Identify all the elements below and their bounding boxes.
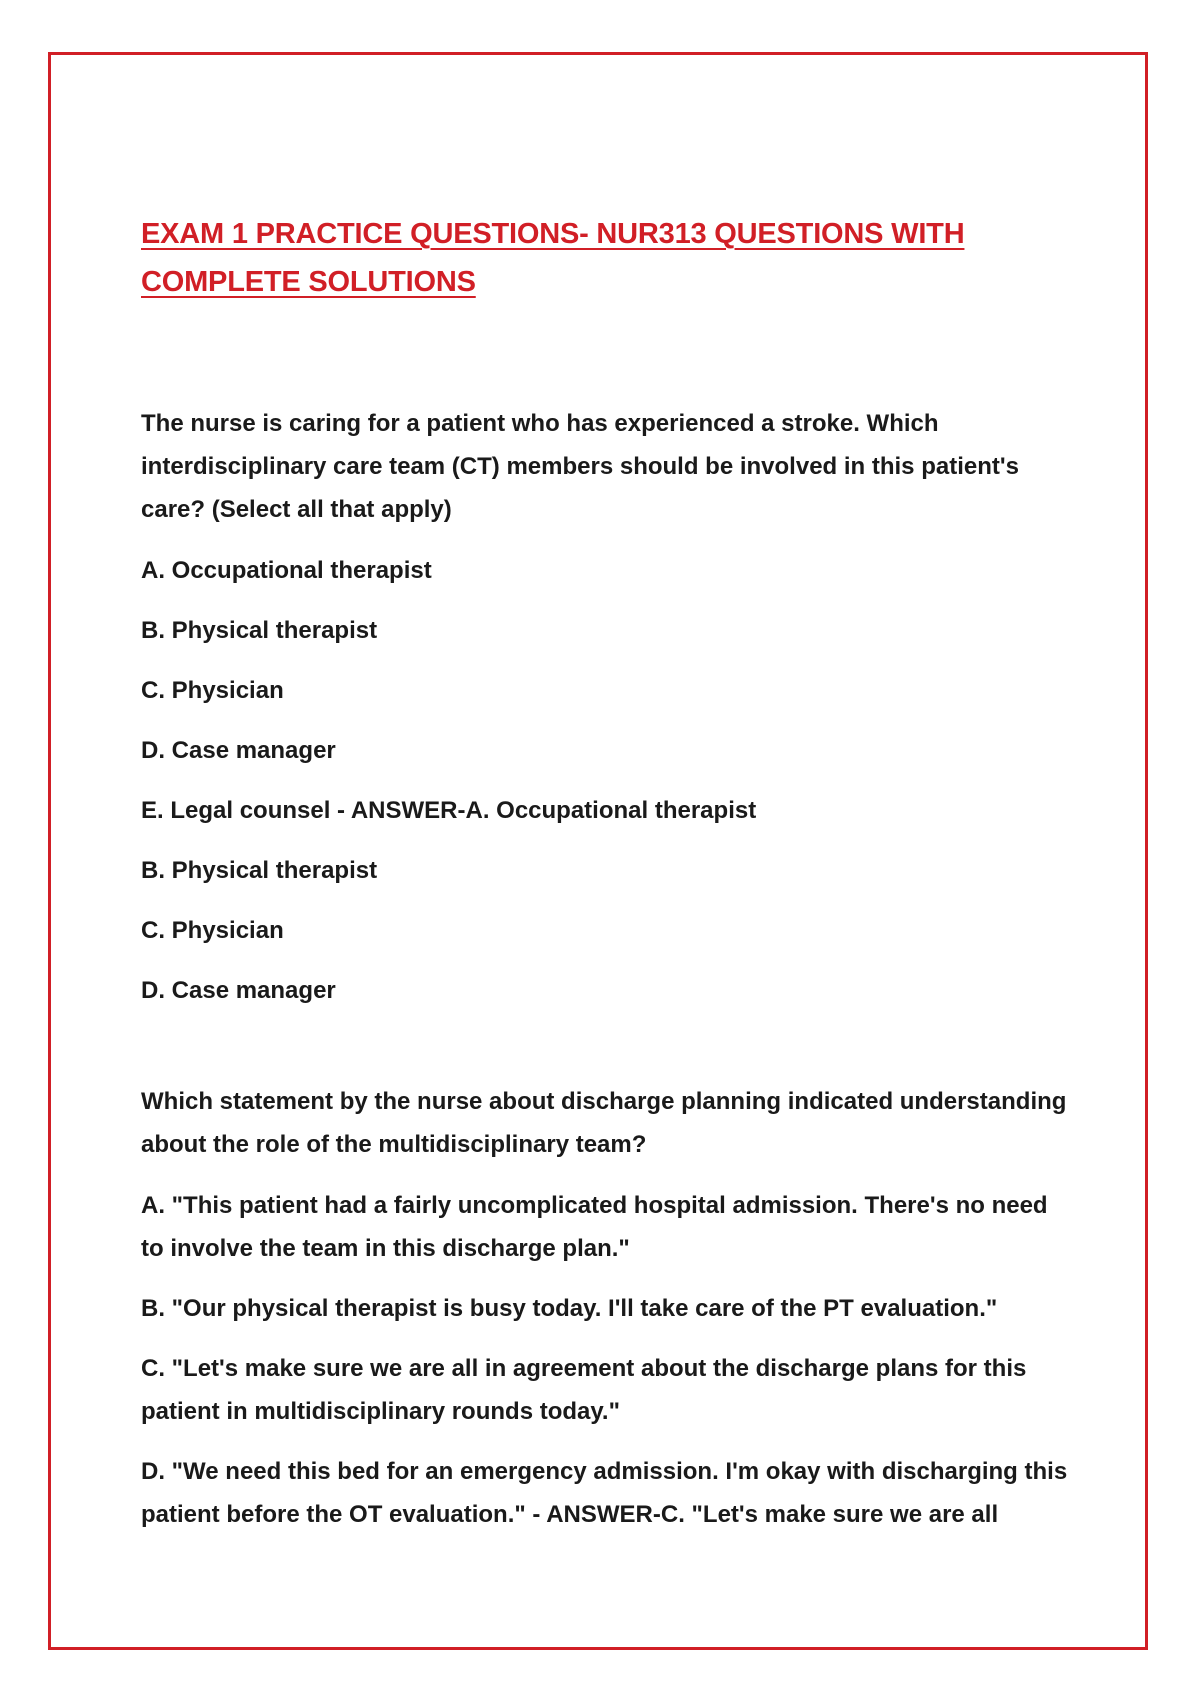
question-2-text: Which statement by the nurse about discharge planning indicated understanding about the role of the multidisciplinary team?	[141, 1088, 1067, 1158]
question-1-option: A. Occupational therapist	[141, 557, 432, 584]
question-2-option: A. "This patient had a fairly uncomplicated hospital admission. There's no need to involve the team in this discharge plan."	[141, 1192, 1048, 1262]
question-2-option: C. "Let's make sure we are all in agreement about the discharge plans for this patient in multidisciplinary rounds today."	[141, 1355, 1027, 1425]
question-1-option: C. Physician	[141, 677, 284, 704]
question-2-option: B. "Our physical therapist is busy today. I'll take care of the PT evaluation."	[141, 1295, 998, 1322]
question-2	[141, 1080, 1071, 1536]
question-1-answer: E. Legal counsel - ANSWER-A. Occupational therapist	[141, 797, 757, 824]
document-content	[141, 210, 1071, 1553]
document-title: EXAM 1 PRACTICE QUESTIONS- NUR313 QUESTIONS WITH COMPLETE SOLUTIONS	[141, 218, 965, 298]
question-1-option: B. Physical therapist	[141, 617, 378, 644]
question-1	[141, 402, 1071, 1012]
question-1-answer-item: B. Physical therapist	[141, 857, 378, 884]
question-1-text: The nurse is caring for a patient who has experienced a stroke. Which interdisciplinary care team (CT) members should be involved in this patient's care? (Select all that apply)	[141, 410, 1019, 523]
question-2-answer: D. "We need this bed for an emergency admission. I'm okay with discharging this patient before the OT evaluation." - ANSWER-C. "Let's make sure we are all	[141, 1458, 1068, 1528]
question-1-option: D. Case manager	[141, 737, 336, 764]
question-1-answer-item: C. Physician	[141, 917, 284, 944]
question-1-answer-item: D. Case manager	[141, 977, 336, 1004]
